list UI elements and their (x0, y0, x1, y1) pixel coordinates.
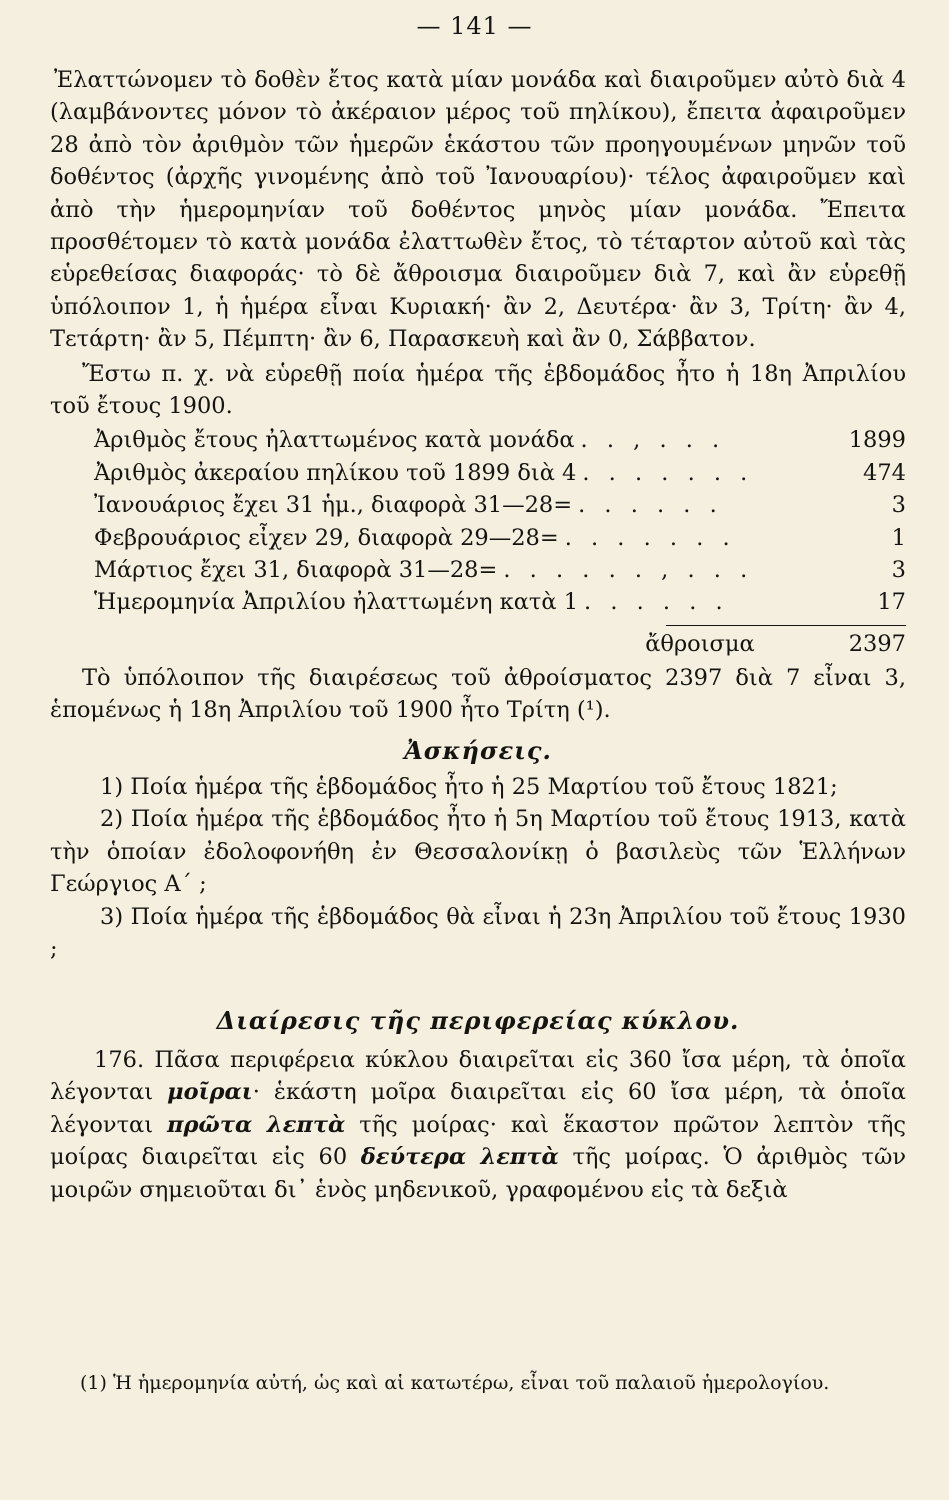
article-text: · ἑκάστη μοῖρα διαιρεῖται εἰς 60 ἴσα μέρη, τὰ ὁποῖα λέγονται (50, 1079, 906, 1138)
exercise-item: 1) Ποία ἡμέρα τῆς ἑβδομάδος ἦτο ἡ 25 Μαρτίου τοῦ ἔτους 1821; (100, 774, 838, 801)
article-text: 176. Πᾶσα περιφέρεια κύκλου διαιρεῖται εἰς 360 ἴσα μέρη, τὰ ὁποῖα λέγονται (50, 1046, 906, 1106)
row-leader: . . . . . . . (564, 524, 736, 551)
row-label: Ἀριθμὸς ἀκεραίου πηλίκου τοῦ 1899 διὰ 4 (94, 459, 577, 486)
footnote: (1) Ἡ ἡμερομηνία αὐτή, ὡς καὶ αἱ κατωτέρω, εἶναι τοῦ παλαιοῦ ἡμερολογίου. (80, 1372, 830, 1394)
method-paragraph: Ἐλαττώνομεν τὸ δοθὲν ἔτος κατὰ μίαν μονάδα καὶ διαιροῦμεν αὐτὸ διὰ 4 (λαμβάνοντες μόνον τὸ ἀκέραιον μέρος τοῦ πηλίκου), ἔπειτα ἀφαιροῦμεν 28 ἀπὸ τὸν ἀριθμὸν τῶν ἡμερῶν ἑκάστου τῶν προηγουμένων μηνῶν τοῦ δοθέντος (ἀρχῆς γινομένης ἀπὸ τοῦ Ἰανουαρίου)· τέλος ἀφαιροῦμεν καὶ ἀπὸ τὴν ἡμερομηνίαν τοῦ δοθέντος μηνὸς μίαν μονάδα. Ἔπειτα προσθέτομεν τὸ κατὰ μονάδα ἐλαττωθὲν ἔτος, τὸ τέταρτον αὐτοῦ καὶ τὰς εὑρεθείσας διαφοράς· τὸ δὲ ἄθροισμα διαιροῦμεν διὰ 7, καὶ ἂν εὑρεθῇ ὑπόλοιπον 1, ἡ ἡμέρα εἶναι Κυριακή· ἂν 2, Δευτέρα· ἂν 3, Τρίτη· ἂν 4, Τετάρτη· ἂν 5, Πέμπτη· ἂν 6, Παρασκευὴ καὶ ἂν 0, Σάββατον. (50, 67, 906, 353)
example-paragraph: Ἔστω π. χ. νὰ εὑρεθῇ ποία ἡμέρα τῆς ἑβδομάδος ἦτο ἡ 18η Ἀπριλίου τοῦ ἔτους 1900. (50, 360, 906, 420)
row-label: Ἰανουάριος ἔχει 31 ἡμ., διαφορὰ 31—28= (94, 492, 573, 519)
table-row (94, 424, 906, 456)
article-text: τῆς μοίρας. Ὁ ἀριθμὸς τῶν μοιρῶν σημειοῦται δι᾽ ἑνὸς μηδενικοῦ, γραφομένου εἰς τὰ δεξιὰ (50, 1144, 907, 1203)
row-value: 1 (891, 524, 906, 551)
page-number: — 141 — (416, 12, 533, 40)
row-label: Ἀριθμὸς ἔτους ἠλαττωμένος κατὰ μονάδα (94, 427, 575, 454)
row-value: 17 (877, 589, 906, 616)
row-value: 3 (891, 492, 906, 519)
table-row (94, 522, 906, 554)
row-value: 474 (863, 459, 906, 486)
section-heading: Διαίρεσις τῆς περιφερείας κύκλου. (216, 1006, 740, 1036)
exercise-item: 2) Ποία ἡμέρα τῆς ἑβδομάδος ἦτο ἡ 5η Μαρτίου τοῦ ἔτους 1913, κατὰ τὴν ὁποίαν ἐδολοφονήθη ἐν Θεσσαλονίκῃ ὁ βασιλεὺς τῶν Ἑλλήνων Γεώργιος Α΄ ; (50, 806, 906, 898)
sum-row (94, 626, 906, 662)
table-row (94, 586, 906, 618)
exercise-item: 3) Ποία ἡμέρα τῆς ἑβδομάδος θὰ εἶναι ἡ 23η Ἀπριλίου τοῦ ἔτους 1930 ; (50, 903, 906, 963)
article-text: τῆς μοίρας· καὶ ἕκαστον πρῶτον λεπτὸν τῆς μοίρας διαιρεῖται εἰς 60 (50, 1111, 906, 1171)
table-row (94, 457, 906, 489)
row-leader: . . . . . . , . . . (503, 557, 754, 584)
table-row (94, 554, 906, 586)
row-leader: . . . . . . (578, 492, 723, 519)
row-leader: . . . . . . (584, 589, 729, 616)
term-deutera-lepta: δεύτερα λεπτὰ (360, 1144, 559, 1171)
row-label: Φεβρουάριος εἶχεν 29, διαφορὰ 29—28= (94, 524, 559, 551)
row-label: Μάρτιος ἔχει 31, διαφορὰ 31—28= (94, 557, 498, 584)
exercises-heading: Ἀσκήσεις. (404, 735, 552, 765)
row-value: 1899 (848, 427, 906, 454)
row-value: 3 (891, 557, 906, 584)
term-prota-lepta: πρῶτα λεπτὰ (167, 1111, 346, 1138)
row-label: Ἡμερομηνία Ἀπριλίου ἠλαττωμένη κατὰ 1 (94, 589, 579, 616)
article-176-paragraph (50, 1044, 906, 1206)
sum-value: 2397 (848, 630, 906, 657)
sum-label: ἄθροισμα (645, 630, 755, 657)
main-text (50, 64, 906, 1206)
row-leader: . . , . . . (580, 427, 726, 454)
result-paragraph: Τὸ ὑπόλοιπον τῆς διαιρέσεως τοῦ ἀθροίσματος 2397 διὰ 7 εἶναι 3, ἑπομένως ἡ 18η Ἀπριλίου τοῦ 1900 ἦτο Τρίτη (¹). (50, 664, 906, 724)
calculation-table (94, 424, 906, 661)
term-moirai: μοῖραι (167, 1079, 253, 1106)
row-leader: . . . . . . . (582, 459, 754, 486)
table-row (94, 489, 906, 521)
